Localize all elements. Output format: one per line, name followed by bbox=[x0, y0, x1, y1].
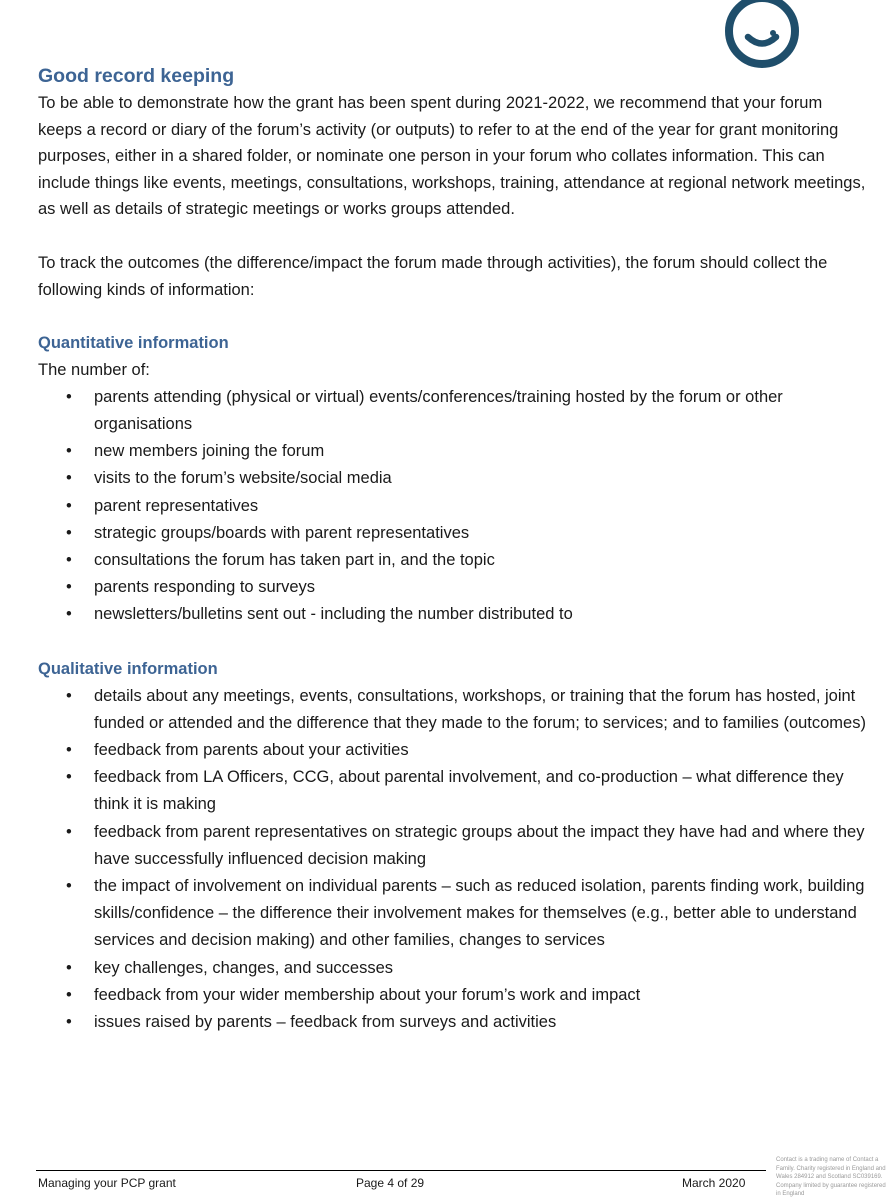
list-item: • newsletters/bulletins sent out - including the number distributed to bbox=[66, 605, 573, 624]
footer-title: Managing your PCP grant bbox=[38, 1176, 176, 1190]
list-item: • key challenges, changes, and successes bbox=[66, 958, 394, 977]
list-item: • details about any meetings, events, consultations, workshops, or training that the forum has hosted, joint funded or attended and the difference that they made to the forum; to services; and to families (outcomes) bbox=[66, 686, 866, 732]
quantitative-list bbox=[38, 384, 868, 629]
qualitative-title: Qualitative information bbox=[38, 659, 218, 678]
quantitative-lead: The number of: bbox=[38, 361, 150, 380]
list-item: • new members joining the forum bbox=[66, 442, 325, 461]
page-number: Page 4 of 29 bbox=[356, 1176, 425, 1190]
list-item: • consultations the forum has taken part in, and the topic bbox=[66, 550, 495, 569]
list-item: • issues raised by parents – feedback from surveys and activities bbox=[66, 1013, 557, 1032]
footer-date: March 2020 bbox=[682, 1176, 746, 1190]
legal-notice: Contact is a trading name of Contact a Family. Charity registered in England and Wales 284912 and Scotland SC039169. Company limited by guarantee registered in England bbox=[776, 1157, 886, 1197]
list-item: • feedback from parent representatives on strategic groups about the impact they have had and where they have successfully influenced decision making bbox=[66, 822, 865, 868]
list-item: • feedback from your wider membership about your forum’s work and impact bbox=[66, 985, 641, 1004]
list-item: • parent representatives bbox=[66, 496, 259, 515]
section-title: Good record keeping bbox=[38, 65, 235, 87]
list-item: • parents responding to surveys bbox=[66, 578, 316, 597]
page-footer bbox=[36, 1170, 766, 1196]
list-item: • feedback from parents about your activities bbox=[66, 740, 409, 759]
qualitative-list bbox=[38, 683, 868, 1037]
document-body bbox=[38, 62, 868, 1036]
quantitative-title: Quantitative information bbox=[38, 334, 229, 353]
list-item: • the impact of involvement on individual parents – such as reduced isolation, parents finding work, building skills/confidence – the difference their involvement makes for themselves (e.g., better able to understand services and decision making) and other families, changes to services bbox=[66, 877, 865, 950]
track-paragraph: To track the outcomes (the difference/impact the forum made through activities), the forum should collect the following kinds of information: bbox=[38, 253, 828, 299]
list-item: • visits to the forum’s website/social media bbox=[66, 469, 392, 488]
list-item: • feedback from LA Officers, CCG, about parental involvement, and co-production – what difference they think it is making bbox=[66, 768, 844, 814]
list-item: • strategic groups/boards with parent representatives bbox=[66, 523, 470, 542]
list-item: • parents attending (physical or virtual) events/conferences/training hosted by the forum or other organisations bbox=[66, 387, 783, 433]
intro-paragraph: To be able to demonstrate how the grant has been spent during 2021-2022, we recommend that your forum keeps a record or diary of the forum’s activity (or outputs) to refer to at the end of the year for grant monitoring purposes, either in a shared folder, or nominate one person in your forum who collates information. This can include things like events, meetings, consultations, workshops, training, attendance at regional network meetings, as well as details of strategic meetings or works groups attended. bbox=[38, 94, 866, 219]
